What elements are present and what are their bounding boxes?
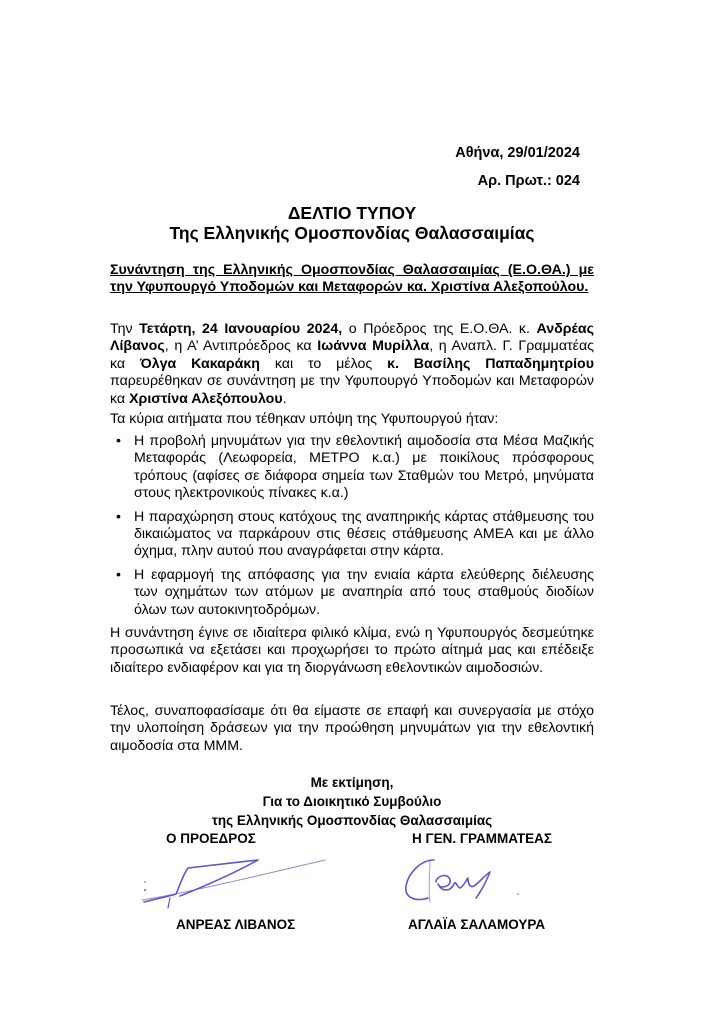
minister-name: Χριστίνα Αλεξόπουλου: [129, 390, 283, 407]
intro-text: ο Πρόεδρος της Ε.Ο.ΘΑ. κ.: [342, 321, 537, 337]
signoff-organization: της Ελληνικής Ομοσπονδίας Θαλασσαιμίας: [211, 813, 493, 828]
signature-dot: [144, 889, 146, 891]
list-item: [110, 567, 594, 619]
deputy-secretary-name: Όλγα Κακαράκη: [140, 355, 260, 372]
president-name: ΑΝΡΕΑΣ ΛΙΒΑΝΟΣ: [176, 917, 296, 932]
closing-paragraph: Τέλος, συναποφασίσαμε ότι θα είμαστε σε επαφή και συνεργασία με στόχο την υλοποίηση δράσεων για την προώθηση μηνυμάτων για την εθελοντική αιμοδοσία στα ΜΜΜ.: [110, 703, 594, 754]
secretary-role: Η ΓΕΝ. ΓΡΑΜΜΑΤΕΑΣ: [412, 831, 552, 846]
meeting-date: Τετάρτη, 24 Ιανουαρίου 2024,: [139, 321, 343, 337]
document-subtitle: Της Ελληνικής Ομοσπονδίας Θαλασσαιμίας: [169, 223, 535, 243]
bullet-icon: •: [116, 566, 121, 583]
signature-stroke: [142, 860, 325, 900]
document-date: Αθήνα, 29/01/2024: [455, 145, 580, 161]
demand-text: Η εφαρμογή της απόφασης για την ενιαία κάρτα ελεύθερης διέλευσης των οχημάτων των ατόμων με αναπηρία από τους σταθμούς διοδίων όλων των αυτοκινητοδρόμων.: [134, 566, 594, 618]
subject-heading: Συνάντηση της Ελληνικής Ομοσπονδίας Θαλασσαιμίας (Ε.Ο.ΘΑ.) με την Υφυπουργό Υποδομών και Μεταφορών κα. Χριστίνα Αλεξοπούλου.: [110, 262, 594, 296]
signature-stroke: [436, 872, 490, 898]
signoff-block: [110, 773, 594, 830]
vice-president-name: Ιωάννα Μυρίλλα: [317, 338, 430, 355]
signoff-board: Για το Διοικητικό Συμβούλιο: [262, 794, 442, 809]
demands-list: [110, 433, 594, 625]
president-role: Ο ΠΡΟΕΔΡΟΣ: [166, 831, 256, 846]
meeting-paragraph: Η συνάντηση έγινε σε ιδιαίτερα φιλικό κλίμα, ενώ η Υφυπουργός δεσμεύτηκε προσωπικά να εξετάσει και προχωρήσει το πρώτο αίτημά μας και επέδειξε ιδιαίτερο ενδιαφέρον και για τη διοργάνωση εθελοντικών αιμοδοσιών.: [110, 625, 594, 676]
signature-stroke: [429, 860, 430, 902]
bullet-icon: •: [116, 508, 121, 525]
signature-stroke: [168, 898, 170, 908]
demand-text: Η παραχώρηση στους κατόχους της αναπηρικής κάρτας στάθμευσης του δικαιώματος να παρκάρουν στις θέσεις στάθμευσης ΑΜΕΑ και με άλλο όχημα, πλην αυτού που αναγράφεται στην κάρτα.: [134, 508, 594, 560]
secretary-signature: [400, 852, 530, 914]
protocol-number: Αρ. Πρωτ.: 024: [477, 173, 580, 189]
signature-dot: [144, 881, 146, 883]
demands-intro: Τα κύρια αιτήματα που τέθηκαν υπόψη της Υφυπουργού ήταν:: [110, 411, 499, 427]
signature-stroke: [144, 860, 258, 902]
intro-text: , η Α’ Αντιπρόεδρος κα: [164, 338, 318, 355]
president-signature: [140, 852, 330, 912]
intro-text: , η Αναπλ. Γ. Γραμματέας κα: [110, 338, 594, 372]
list-item: [110, 433, 594, 503]
intro-text: παρευρέθηκαν σε συνάντηση με την Υφυπουργό Υποδομών και Μεταφορών κα: [110, 373, 594, 407]
demand-text: Η προβολή μηνυμάτων για την εθελοντική αιμοδοσία στα Μέσα Μαζικής Μεταφοράς (Λεωφορεία, ΜΕΤΡΟ κ.α.) με ποικίλους πρόσφορους τρόπους (αφίσες σε διάφορα σημεία των Σταθμών του Μετρό, μηνύματα στους ηλεκτρονικούς πίνακες κ.α.): [134, 433, 594, 502]
title-block: [110, 203, 594, 244]
president-name-inline: Ανδρέας Λίβανος: [110, 321, 595, 355]
secretary-name: ΑΓΛΑΪΑ ΣΑΛΑΜΟΥΡΑ: [408, 917, 546, 932]
intro-text: .: [282, 390, 287, 407]
list-item: [110, 509, 594, 561]
signoff-greeting: Με εκτίμηση,: [310, 775, 394, 790]
member-name: κ. Βασίλης Παπαδημητρίου: [387, 355, 594, 372]
bullet-icon: •: [116, 433, 121, 449]
document-title: ΔΕΛΤΙΟ ΤΥΠΟΥ: [287, 203, 417, 223]
intro-paragraph: [110, 321, 594, 408]
intro-text: Την: [110, 321, 140, 337]
intro-text: και το μέλος: [259, 355, 388, 372]
signature-dot: [517, 893, 519, 895]
